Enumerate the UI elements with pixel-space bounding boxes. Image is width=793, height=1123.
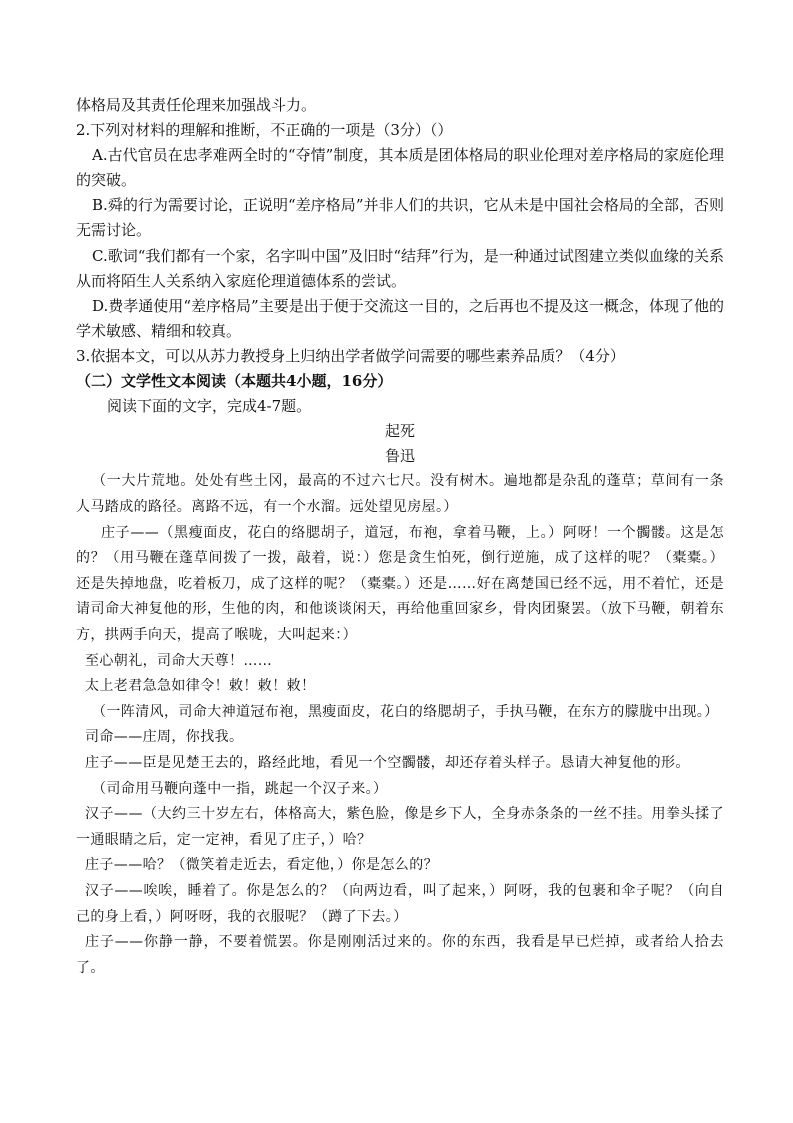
text-line: 体格局及其责任伦理来加强战斗力。 bbox=[76, 96, 317, 114]
story-title: 起死 bbox=[384, 422, 415, 441]
dialogue-line: 庄子——（黑瘦面皮，花白的络腮胡子，道冠，布袍，拿着马鞭，上。）阿呀！一个髑髅。这是怎的？（用马鞭在蓬草间拨了一拨，敲着，说：）您是贪生怕死，倒行逆施，成了这样的呢？（橐橐。）还是失掉地盘，吃着板刀，成了这样的呢？（橐橐。）还是……好在离楚国已经不远，用不着忙，还是请司命大神复他的形，生他的肉，和他谈谈闲天，再给他重回家乡，骨肉团聚罢。（放下马鞭，朝着东方，拱两手向天，提高了喉咙，大叫起来：） bbox=[76, 524, 724, 643]
section-heading: （二）文学性文本阅读（本题共4小题，16分） bbox=[76, 372, 393, 391]
dialogue-line: 庄子——哈？（微笑着走近去，看定他，）你是怎么的？ bbox=[85, 857, 438, 874]
instruction: 阅读下面的文字，完成4-7题。 bbox=[107, 397, 312, 416]
dialogue-line: 司命——庄周，你找我。 bbox=[85, 729, 244, 746]
dialogue-line: 庄子——臣是见楚王去的，路经此地，看见一个空髑髅，却还存着头样子。恳请大神复他的形。 bbox=[85, 754, 690, 771]
story-author: 鲁迅 bbox=[384, 447, 415, 466]
play-text bbox=[76, 469, 724, 981]
stage-direction: （一阵清风，司命大神道冠布袍，黑瘦面皮，花白的络腮胡子，手执马鞭，在东方的朦胧中出现。） bbox=[92, 703, 719, 720]
dialogue-line: 汉子——（大约三十岁左右，体格高大，紫色脸，像是乡下人，全身赤条条的一丝不挂。用拳头揉了一通眼睛之后，定一定神，看见了庄子，）哈？ bbox=[76, 806, 724, 848]
dialogue-line: 庄子——你静一静，不要着慌罢。你是刚刚活过来的。你的东西，我看是早已烂掉，或者给人拾去了。 bbox=[76, 934, 724, 976]
document-page bbox=[76, 93, 724, 981]
dialogue-line: 至心朝礼，司命大天尊！…… bbox=[85, 652, 273, 669]
dialogue-line: 太上老君急急如律令！敕！敕！敕！ bbox=[85, 678, 316, 695]
option-a: A.古代官员在忠孝难两全时的“夺情”制度，其本质是团体格局的职业伦理对差序格局的家庭伦理的突破。 bbox=[76, 146, 724, 190]
question-3: 3.依据本文，可以从苏力教授身上归纳出学者做学问需要的哪些素养品质？（4分） bbox=[76, 346, 625, 365]
stage-direction: （一大片荒地。处处有些土冈，最高的不过六七尺。没有树木。遍地都是杂乱的蓬草；草间有一条人马踏成的路径。离路不远，有一个水溜。远处望见房屋。） bbox=[76, 473, 724, 515]
option-d: D.费孝通使用“差序格局”主要是出于便于交流这一目的，之后再也不提及这一概念，体现了他的学术敏感、精细和较真。 bbox=[76, 296, 724, 340]
question-2: 2.下列对材料的理解和推断，不正确的一项是（3分）（） bbox=[76, 121, 453, 140]
option-c: C.歌词“我们都有一个家，名字叫中国”及旧时“结拜”行为，是一种通过试图建立类似血缘的关系从而将陌生人关系纳入家庭伦理道德体系的尝试。 bbox=[76, 246, 724, 290]
dialogue-line: 汉子——唉唉，睡着了。你是怎么的？（向两边看，叫了起来，）阿呀，我的包裹和伞子呢？（向自己的身上看，）阿呀呀，我的衣服呢？（蹲了下去。） bbox=[76, 882, 724, 925]
option-b: B.舜的行为需要讨论，正说明“差序格局”并非人们的共识，它从未是中国社会格局的全部，否则无需讨论。 bbox=[76, 196, 724, 240]
stage-direction: （司命用马鞭向蓬中一指，跳起一个汉子来。） bbox=[92, 780, 388, 797]
